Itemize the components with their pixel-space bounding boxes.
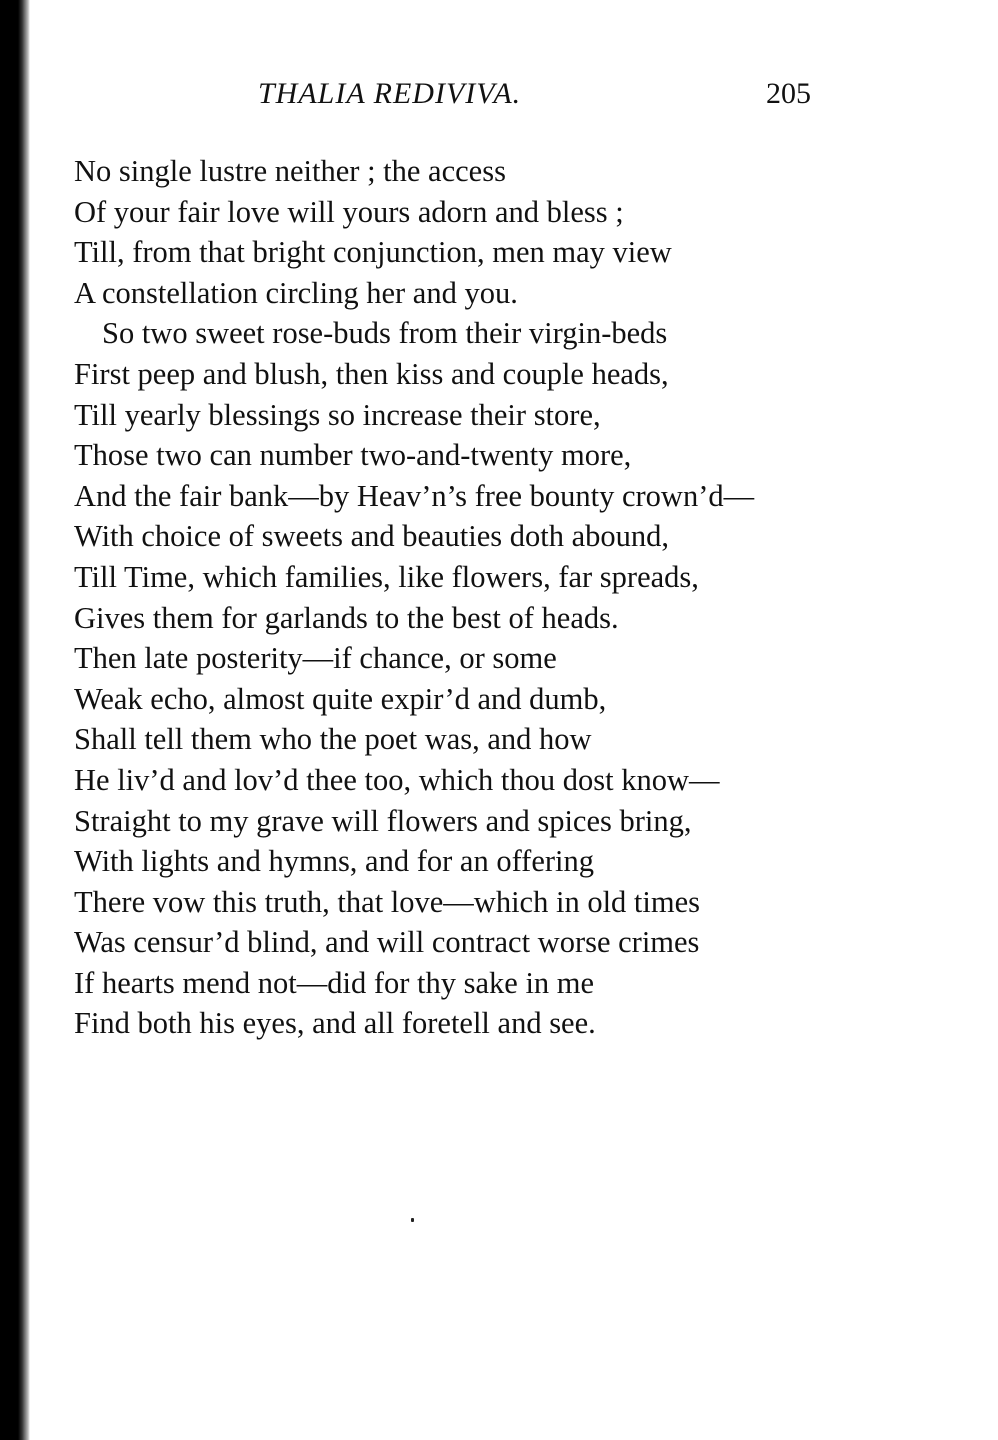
poem-line: Straight to my grave will flowers and spices bring,: [74, 803, 692, 838]
poem-line: Was censur’d blind, and will contract worse crimes: [74, 925, 700, 960]
poem-line: Find both his eyes, and all foretell and see.: [74, 1006, 596, 1041]
poem-line: With choice of sweets and beauties doth abound,: [74, 519, 670, 554]
page-header: [0, 72, 998, 116]
page-binding-edge: [0, 0, 30, 1440]
poem-line: Till Time, which families, like flowers, far spreads,: [74, 559, 699, 594]
poem-text: [74, 151, 934, 1044]
poem-line: Then late posterity—if chance, or some: [74, 641, 557, 676]
poem-line: There vow this truth, that love—which in old times: [74, 884, 700, 919]
poem-line: He liv’d and lov’d thee too, which thou dost know—: [74, 762, 720, 797]
poem-line: First peep and blush, then kiss and couple heads,: [74, 356, 669, 391]
poem-line: No single lustre neither ; the access: [74, 154, 506, 188]
poem-line: Gives them for garlands to the best of heads.: [74, 600, 619, 635]
poem-line: Weak echo, almost quite expir’d and dumb,: [74, 681, 607, 716]
ink-speck: [411, 1218, 414, 1222]
poem-line: A constellation circling her and you.: [74, 275, 518, 310]
running-title: THALIA REDIVIVA.: [258, 77, 522, 110]
page-number: 205: [766, 77, 811, 110]
poem-line: With lights and hymns, and for an offering: [74, 844, 595, 879]
poem-line: Till yearly blessings so increase their store,: [74, 397, 601, 432]
poem-line: Shall tell them who the poet was, and how: [74, 722, 592, 757]
poem-line: Till, from that bright conjunction, men may view: [74, 235, 672, 270]
poem-line: And the fair bank—by Heav’n’s free bounty crown’d—: [74, 478, 755, 513]
poem-line: So two sweet rose-buds from their virgin-beds: [102, 316, 668, 351]
poem-line: Those two can number two-and-twenty more,: [74, 438, 632, 473]
poem-line: If hearts mend not—did for thy sake in me: [74, 965, 595, 1000]
poem-line: Of your fair love will yours adorn and bless ;: [74, 194, 624, 229]
